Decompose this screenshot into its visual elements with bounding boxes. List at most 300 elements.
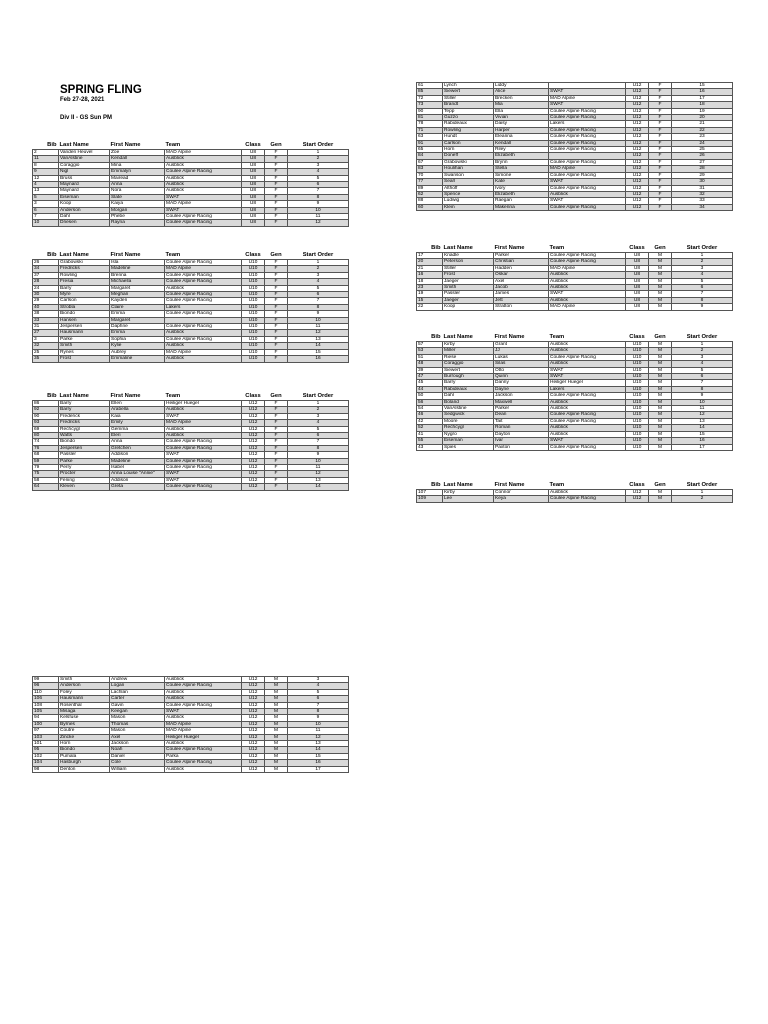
cell-class: U10 (242, 317, 265, 323)
cell-last: Dahl (59, 214, 110, 220)
cell-last: Althoff (443, 185, 494, 191)
cell-start: 12 (288, 220, 349, 226)
cell-start: 7 (288, 298, 349, 304)
cell-gen: M (265, 677, 288, 683)
cell-first: Gretchen (110, 445, 165, 451)
cell-bib: 67 (417, 159, 443, 165)
cell-start: 3 (672, 265, 733, 271)
cell-gen: F (649, 204, 672, 210)
cell-gen: M (265, 760, 288, 766)
cell-team: MAD Alpine (165, 420, 242, 426)
cell-bib: 53 (417, 348, 443, 354)
column-header-start: Start Order (302, 392, 334, 399)
cell-class: U12 (626, 121, 649, 127)
cell-team: Coulee Alpine Racing (549, 412, 626, 418)
cell-bib: 2 (33, 150, 59, 156)
cell-bib: 97 (33, 728, 59, 734)
cell-class: U12 (242, 407, 265, 413)
cell-first: Roman (494, 425, 549, 431)
cell-class: U10 (242, 266, 265, 272)
cell-gen: F (649, 185, 672, 191)
cell-gen: F (265, 162, 288, 168)
cell-last: Frost (59, 356, 110, 362)
cell-bib: 56 (417, 399, 443, 405)
cell-first: Anna (110, 439, 165, 445)
cell-bib: 20 (417, 259, 443, 265)
cell-start: 4 (288, 279, 349, 285)
cell-start: 17 (288, 766, 349, 772)
cell-last: Barry (443, 380, 494, 386)
cell-class: U12 (626, 108, 649, 114)
cell-first: Brynn (494, 159, 549, 165)
cell-bib: 91 (417, 140, 443, 146)
cell-team: MAD Alpine (549, 304, 626, 310)
cell-last: Houlihan (443, 166, 494, 172)
cell-bib: 37 (33, 272, 59, 278)
cell-class: U10 (626, 425, 649, 431)
cell-class: U8 (242, 169, 265, 175)
cell-team: Ausblick (165, 715, 242, 721)
cell-gen: F (265, 407, 288, 413)
cell-last: Barry (59, 407, 110, 413)
cell-first: Daphne (110, 324, 165, 330)
cell-last: Hausmann (59, 330, 110, 336)
cell-gen: M (649, 265, 672, 271)
cell-bib: 83 (417, 166, 443, 172)
cell-class: U10 (242, 279, 265, 285)
column-header-first: First Name (494, 481, 525, 488)
cell-team: Ausblick (165, 677, 242, 683)
cell-last: Fresia (59, 279, 110, 285)
cell-bib: 100 (33, 721, 59, 727)
cell-last: Boland (443, 399, 494, 405)
cell-start: 12 (288, 330, 349, 336)
cell-start: 7 (288, 439, 349, 445)
cell-bib: 94 (33, 715, 59, 721)
cell-first: Makenna (494, 204, 549, 210)
cell-first: Axel (110, 734, 165, 740)
table-row (33, 356, 349, 362)
cell-class: U8 (626, 253, 649, 259)
cell-last: Swanson (443, 172, 494, 178)
cell-first: Keya (494, 496, 549, 502)
cell-class: U12 (626, 179, 649, 185)
cell-start: 15 (288, 753, 349, 759)
cell-start: 10 (288, 458, 349, 464)
cell-bib: 33 (33, 317, 59, 323)
cell-bib: 98 (33, 766, 59, 772)
cell-bib: 77 (417, 179, 443, 185)
cell-last: Spies (443, 444, 494, 450)
cell-class: U12 (242, 721, 265, 727)
cell-last: Pumala (59, 753, 110, 759)
cell-bib: 16 (417, 272, 443, 278)
cell-team: Ausblick (549, 191, 626, 197)
cell-start: 6 (288, 696, 349, 702)
cell-first: Mason (110, 715, 165, 721)
cell-start: 5 (288, 426, 349, 432)
column-header-first: First Name (494, 244, 525, 251)
cell-team: SWAT (165, 471, 242, 477)
cell-first: Thomas (110, 721, 165, 727)
cell-team: SWAT (549, 198, 626, 204)
page-title: SPRING FLING (60, 84, 142, 96)
cell-first: Emmaline (110, 356, 165, 362)
cell-last: Nygro (443, 431, 494, 437)
cell-team: Coulee Alpine Racing (549, 127, 626, 133)
table-header-row (417, 243, 733, 253)
table-row (33, 220, 349, 226)
cell-team: Coulee Alpine Racing (549, 115, 626, 121)
cell-bib: 19 (417, 291, 443, 297)
cell-bib: 61 (417, 83, 443, 89)
cell-class: U10 (626, 354, 649, 360)
cell-class: U10 (242, 285, 265, 291)
cell-gen: F (649, 147, 672, 153)
cell-first: Brenna (110, 272, 165, 278)
cell-bib: 68 (33, 452, 59, 458)
cell-last: Jespersen (59, 324, 110, 330)
cell-last: Grabowski (59, 260, 110, 266)
column-header-bib: Bib (431, 244, 441, 251)
cell-bib: 48 (417, 361, 443, 367)
cell-first: Otto (494, 367, 549, 373)
cell-first: Daniel (110, 753, 165, 759)
cell-start: 2 (672, 496, 733, 502)
cell-last: Siewert (443, 367, 494, 373)
cell-last: Horn (59, 741, 110, 747)
cell-last: Horn (443, 147, 494, 153)
cell-class: U12 (242, 413, 265, 419)
cell-class: U12 (242, 766, 265, 772)
cell-start: 5 (672, 367, 733, 373)
cell-bib: 24 (33, 285, 59, 291)
cell-gen: F (265, 285, 288, 291)
cell-start: 4 (672, 361, 733, 367)
cell-class: U12 (242, 420, 265, 426)
cell-start: 15 (672, 83, 733, 89)
cell-team: MAD Alpine (549, 265, 626, 271)
cell-start: 15 (288, 349, 349, 355)
cell-first: Raegan (494, 198, 549, 204)
cell-first: Margaret (110, 285, 165, 291)
cell-class: U10 (242, 304, 265, 310)
cell-bib: 107 (417, 490, 443, 496)
cell-first: Stratton (494, 304, 549, 310)
cell-gen: F (649, 179, 672, 185)
cell-start: 2 (672, 259, 733, 265)
cell-start: 17 (672, 95, 733, 101)
cell-team: Heiliger Huegel (165, 734, 242, 740)
cell-team: Ausblick (549, 272, 626, 278)
cell-gen: F (265, 182, 288, 188)
cell-class: U8 (626, 278, 649, 284)
cell-start: 16 (672, 438, 733, 444)
cell-class: U10 (626, 361, 649, 367)
cell-team: Coulee Alpine Racing (549, 140, 626, 146)
cell-gen: F (265, 401, 288, 407)
cell-team: Coulee Alpine Racing (549, 354, 626, 360)
cell-team: Coulee Alpine Racing (165, 465, 242, 471)
cell-bib: 65 (417, 147, 443, 153)
cell-team: Ausblick (165, 285, 242, 291)
cell-gen: F (265, 465, 288, 471)
cell-first: Eleri (110, 433, 165, 439)
cell-class: U12 (626, 191, 649, 197)
cell-gen: F (265, 220, 288, 226)
cell-class: U8 (242, 175, 265, 181)
cell-first: Gavin (110, 702, 165, 708)
cell-gen: F (265, 260, 288, 266)
cell-gen: F (265, 175, 288, 181)
cell-gen: F (265, 156, 288, 162)
cell-team: Coulee Alpine Racing (549, 393, 626, 399)
cell-class: U10 (242, 336, 265, 342)
cell-gen: M (649, 393, 672, 399)
cell-class: U10 (242, 324, 265, 330)
cell-bib: 57 (417, 342, 443, 348)
cell-first: Lukas (494, 354, 549, 360)
cell-class: U10 (242, 343, 265, 349)
cell-gen: M (265, 741, 288, 747)
cell-team: Ausblick (549, 285, 626, 291)
cell-bib: 41 (417, 431, 443, 437)
column-header-start: Start Order (302, 141, 334, 148)
cell-class: U10 (626, 374, 649, 380)
cell-class: U10 (626, 386, 649, 392)
cell-class: U10 (626, 406, 649, 412)
start-list-table (32, 391, 349, 491)
cell-start: 30 (672, 179, 733, 185)
cell-start: 28 (672, 166, 733, 172)
cell-first: Kylie (110, 343, 165, 349)
cell-last: Guzzo (443, 115, 494, 121)
cell-first: Liddy (494, 83, 549, 89)
cell-team: Ausblick (165, 407, 242, 413)
cell-first: Anna Louise "Annie" (110, 471, 165, 477)
cell-gen: F (265, 433, 288, 439)
cell-gen: M (265, 728, 288, 734)
cell-gen: F (649, 95, 672, 101)
cell-last: Knadle (443, 253, 494, 259)
cell-bib: 54 (417, 406, 443, 412)
cell-class: U10 (242, 298, 265, 304)
cell-class: U12 (242, 728, 265, 734)
cell-gen: F (265, 336, 288, 342)
cell-start: 14 (288, 484, 349, 490)
cell-bib: 26 (33, 260, 59, 266)
cell-last: Moore (443, 418, 494, 424)
cell-gen: F (265, 324, 288, 330)
cell-first: Kate (494, 179, 549, 185)
cell-bib: 88 (417, 198, 443, 204)
cell-team: Coulee Alpine Racing (165, 214, 242, 220)
cell-team: SWAT (549, 89, 626, 95)
cell-team: MAD Alpine (165, 721, 242, 727)
cell-last: VanAlstine (59, 156, 110, 162)
cell-gen: M (649, 291, 672, 297)
cell-start: 11 (288, 324, 349, 330)
cell-last: Passler (59, 452, 110, 458)
cell-first: Jacob (494, 285, 549, 291)
table-header-row (33, 140, 349, 150)
cell-start: 5 (288, 285, 349, 291)
cell-start: 10 (672, 399, 733, 405)
cell-gen: F (265, 452, 288, 458)
cell-class: U10 (242, 292, 265, 298)
cell-start: 3 (288, 413, 349, 419)
cell-first: Carter (110, 696, 165, 702)
cell-last: Tepp (443, 108, 494, 114)
cell-last: Klein (443, 204, 494, 210)
cell-team: SWAT (549, 367, 626, 373)
cell-first: Kaia (110, 413, 165, 419)
cell-first: Andrew (110, 677, 165, 683)
cell-start: 6 (288, 182, 349, 188)
cell-gen: M (265, 766, 288, 772)
cell-class: U8 (626, 285, 649, 291)
column-header-first: First Name (110, 141, 141, 148)
cell-class: U10 (626, 431, 649, 437)
table-row (417, 304, 733, 310)
cell-gen: M (649, 412, 672, 418)
cell-team: Ausblick (165, 766, 242, 772)
cell-start: 27 (672, 159, 733, 165)
cell-team: Coulee Alpine Racing (549, 172, 626, 178)
cell-class: U8 (242, 194, 265, 200)
cell-team: Ausblick (165, 741, 242, 747)
cell-gen: F (265, 214, 288, 220)
start-list-table (416, 332, 733, 451)
cell-first: Madeline (110, 458, 165, 464)
cell-first: Christian (494, 259, 549, 265)
cell-gen: M (265, 715, 288, 721)
cell-first: Gemma (110, 426, 165, 432)
cell-bib: 85 (417, 89, 443, 95)
cell-class: U8 (242, 188, 265, 194)
table-row (417, 496, 733, 502)
cell-start: 14 (288, 747, 349, 753)
cell-start: 7 (672, 291, 733, 297)
cell-team: Ausblick (165, 696, 242, 702)
cell-last: Rynes (59, 349, 110, 355)
cell-team: MAD Alpine (165, 266, 242, 272)
cell-team: Ausblick (549, 425, 626, 431)
cell-start: 24 (672, 140, 733, 146)
cell-last: Frost (443, 272, 494, 278)
cell-team: Ausblick (549, 431, 626, 437)
cell-last: Eiseman (59, 194, 110, 200)
column-header-first: First Name (110, 392, 141, 399)
cell-team: Ausblick (165, 426, 242, 432)
column-header-team: Team (549, 333, 565, 340)
cell-first: James (494, 291, 549, 297)
cell-first: Maxwell (494, 399, 549, 405)
cell-bib: 52 (417, 425, 443, 431)
cell-start: 34 (672, 204, 733, 210)
cell-first: Axel (494, 278, 549, 284)
cell-first: Kaiya (110, 201, 165, 207)
cell-class: U12 (626, 496, 649, 502)
cell-start: 8 (288, 709, 349, 715)
cell-start: 14 (288, 343, 349, 349)
cell-class: U12 (626, 127, 649, 133)
cell-last: Riese (443, 354, 494, 360)
cell-first: Sophia (110, 336, 165, 342)
cell-class: U12 (242, 465, 265, 471)
cell-gen: M (265, 702, 288, 708)
cell-class: U8 (242, 201, 265, 207)
cell-team: SWAT (549, 374, 626, 380)
cell-last: Parke (59, 336, 110, 342)
cell-class: U12 (626, 134, 649, 140)
cell-first: William (110, 766, 165, 772)
cell-start: 2 (288, 266, 349, 272)
cell-last: Rowling (59, 272, 110, 278)
cell-bib: 80 (33, 433, 59, 439)
cell-class: U12 (242, 734, 265, 740)
cell-class: U12 (626, 102, 649, 108)
cell-class: U10 (626, 444, 649, 450)
cell-first: Meghan (110, 292, 165, 298)
cell-start: 11 (288, 214, 349, 220)
cell-start: 9 (288, 715, 349, 721)
cell-gen: F (649, 153, 672, 159)
cell-gen: F (265, 413, 288, 419)
cell-first: Kendall (494, 140, 549, 146)
cell-first: Addison (110, 452, 165, 458)
cell-first: Zoe (110, 150, 165, 156)
cell-bib: 15 (417, 297, 443, 303)
cell-gen: F (649, 191, 672, 197)
event-date: Feb 27-28, 2021 (60, 97, 105, 103)
cell-team: MAD Alpine (165, 201, 242, 207)
table-header-row (33, 250, 349, 260)
cell-team: SWAT (165, 194, 242, 200)
cell-last: VanAlstine (443, 406, 494, 412)
cell-first: Noah (110, 747, 165, 753)
cell-class: U12 (626, 115, 649, 121)
cell-bib: 51 (417, 354, 443, 360)
cell-gen: F (265, 426, 288, 432)
cell-class: U12 (626, 172, 649, 178)
cell-last: Smith (59, 343, 110, 349)
cell-last: Rowling (443, 127, 494, 133)
cell-last: Brandt (443, 102, 494, 108)
cell-team: Ausblick (549, 342, 626, 348)
cell-first: Oskar (494, 272, 549, 278)
cell-start: 3 (288, 272, 349, 278)
cell-start: 3 (288, 677, 349, 683)
cell-start: 3 (288, 162, 349, 168)
cell-start: 3 (672, 354, 733, 360)
column-header-class: Class (629, 244, 645, 251)
cell-team: Heiliger Huegel (165, 401, 242, 407)
cell-first: Arabella (110, 407, 165, 413)
cell-team: Coulee Alpine Racing (165, 279, 242, 285)
cell-start: 16 (288, 760, 349, 766)
cell-team: Coulee Alpine Racing (549, 185, 626, 191)
cell-start: 10 (288, 207, 349, 213)
cell-gen: M (649, 399, 672, 405)
cell-team: Coulee Alpine Racing (549, 259, 626, 265)
cell-bib: 3 (33, 201, 59, 207)
cell-start: 8 (672, 297, 733, 303)
cell-bib: 92 (33, 407, 59, 413)
cell-start: 16 (672, 89, 733, 95)
cell-bib: 69 (33, 426, 59, 432)
cell-first: Hadden (494, 265, 549, 271)
